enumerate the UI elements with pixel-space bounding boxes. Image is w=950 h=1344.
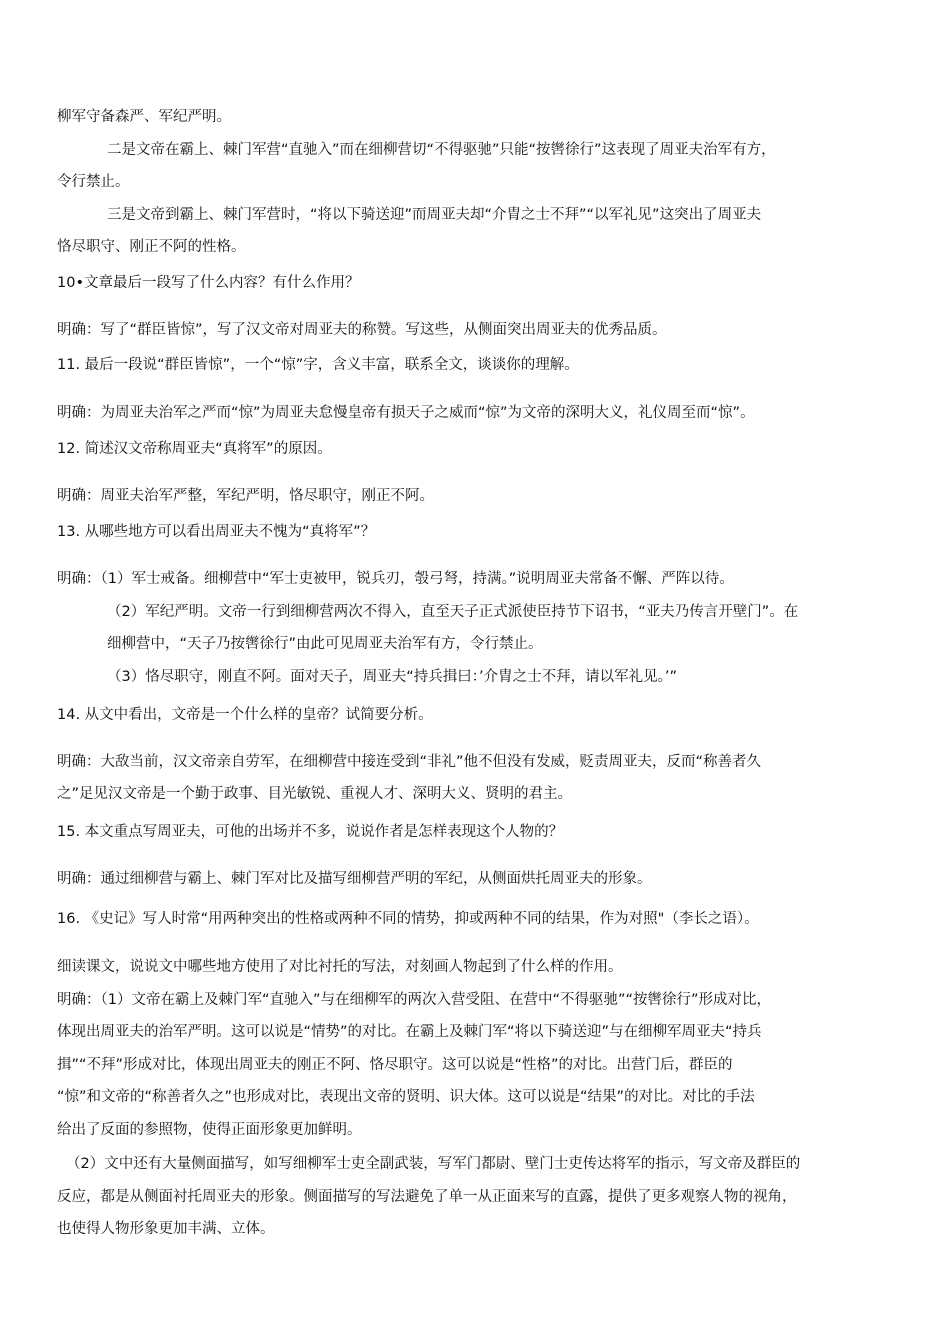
question-heading: 10•文章最后一段写了什么内容？有什么作用？ (57, 275, 360, 291)
answer-line: 也使得人物形象更加丰满、立体。 (57, 1221, 275, 1237)
question-heading: 11. 最后一段说“群臣皆惊”，一个“惊”字，含义丰富，联系全文，谈谈你的理解。 (57, 357, 579, 373)
text-line: 二是文帝在霸上、棘门军营“直驰入”而在细柳营切“不得驱驰”只能“按辔徐行”这表现了周亚夫治军有方， (107, 142, 776, 158)
answer-line: 反应，都是从侧面衬托周亚夫的形象。侧面描写的写法避免了单一从正面来写的直露，提供了更多观察人物的视角， (57, 1189, 797, 1205)
answer-line: 之”足见汉文帝是一个勤于政事、目光敏锐、重视人才、深明大义、贤明的君主。 (57, 786, 573, 802)
answer-line: （3）恪尽职守，刚直不阿。面对天子，周亚夫“持兵揖曰：’介胄之士不拜，请以军礼见。’” (107, 669, 677, 685)
answer-line: 明确：写了“群臣皆惊”，写了汉文帝对周亚夫的称赞。写这些，从侧面突出周亚夫的优秀品质。 (57, 322, 667, 338)
question-heading: 14. 从文中看出，文帝是一个什么样的皇帝？试简要分析。 (57, 707, 433, 723)
text-line: 三是文帝到霸上、棘门军营时，“将以下骑送迎”而周亚夫却“介胄之士不拜”“以军礼见”这突出了周亚夫 (107, 207, 762, 223)
text-line: 细读课文，说说文中哪些地方使用了对比衬托的写法，对刻画人物起到了什么样的作用。 (57, 959, 623, 975)
question-heading: 16. 《史记》写人时常“用两种突出的性格或两种不同的情势，抑或两种不同的结果，作为对照"（李长之语）。 (57, 911, 759, 927)
answer-line: 明确：（1）军士戒备。细柳营中“军士吏被甲，锐兵刃，彀弓弩，持满。”说明周亚夫常备不懈、严阵以待。 (57, 571, 734, 587)
question-heading: 13. 从哪些地方可以看出周亚夫不愧为“真将军”？ (57, 524, 376, 540)
question-heading: 12. 简述汉文帝称周亚夫“真将军”的原因。 (57, 441, 332, 457)
answer-line: 细柳营中，“天子乃按辔徐行”由此可见周亚夫治军有方，令行禁止。 (107, 636, 543, 652)
answer-line: 明确：大敌当前，汉文帝亲自劳军，在细柳营中接连受到“非礼”他不但没有发威，贬责周亚夫，反而“称善者久 (57, 754, 762, 770)
answer-line: 明确：为周亚夫治军之严而“惊”为周亚夫怠慢皇帝有损天子之威而“惊”为文帝的深明大义，礼仪周至而“惊”。 (57, 405, 755, 421)
answer-line: （2）军纪严明。文帝一行到细柳营两次不得入，直至天子正式派使臣持节下诏书，“亚夫乃传言开壁门”。在 (107, 604, 799, 620)
answer-line: 揖”“不拜”形成对比，体现出周亚夫的刚正不阿、恪尽职守。这可以说是“性格”的对比。出营门后，群臣的 (57, 1057, 733, 1073)
answer-line: 明确：（1）文帝在霸上及棘门军“直驰入”与在细柳军的两次入营受阻、在营中“不得驱驰”“按辔徐行”形成对比， (57, 992, 772, 1008)
answer-line: “惊”和文帝的“称善者久之”也形成对比，表现出文帝的贤明、识大体。这可以说是“结果”的对比。对比的手法 (57, 1089, 755, 1105)
answer-line: 体现出周亚夫的治军严明。这可以说是“情势”的对比。在霸上及棘门军“将以下骑送迎”与在细柳军周亚夫“持兵 (57, 1024, 762, 1040)
text-line: 柳军守备森严、军纪严明。 (57, 109, 231, 125)
question-heading: 15. 本文重点写周亚夫，可他的出场并不多，说说作者是怎样表现这个人物的？ (57, 824, 564, 840)
answer-line: 明确：周亚夫治军严整，军纪严明，恪尽职守，刚正不阿。 (57, 488, 434, 504)
answer-line: 明确：通过细柳营与霸上、棘门军对比及描写细柳营严明的军纪，从侧面烘托周亚夫的形象。 (57, 871, 652, 887)
answer-line: （2）文中还有大量侧面描写，如写细柳军士吏全副武装，写军门都尉、壁门士吏传达将军的指示，写文帝及群臣的 (66, 1156, 801, 1172)
answer-line: 给出了反面的参照物，使得正面形象更加鲜明。 (57, 1122, 362, 1138)
text-line: 恪尽职守、刚正不阿的性格。 (57, 239, 246, 255)
text-line: 令行禁止。 (57, 174, 130, 190)
